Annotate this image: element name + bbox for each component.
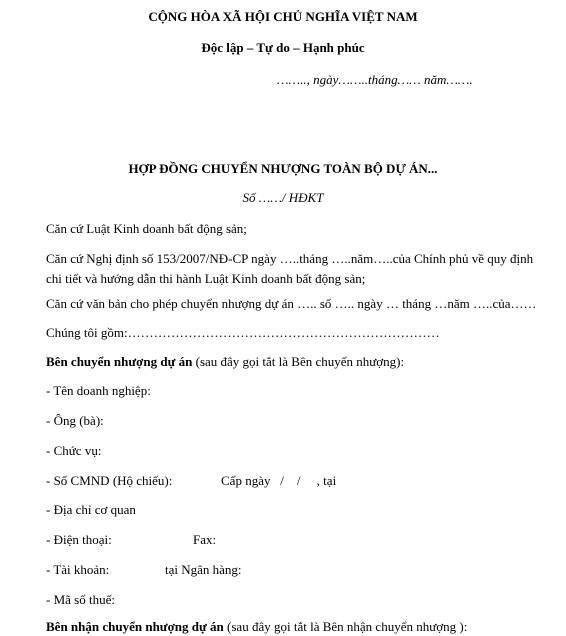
transferor-heading-note: (sau đây gọi tắt là Bên chuyển nhượng):: [192, 354, 405, 369]
transferee-heading-label: Bên nhận chuyển nhượng dự án: [46, 619, 224, 634]
field-id-number: - Số CMND (Hộ chiếu):: [46, 473, 173, 488]
transferor-heading-label: Bên chuyển nhượng dự án: [46, 354, 193, 369]
field-bank: tại Ngân hàng:: [165, 562, 242, 577]
transferor-heading: [46, 354, 404, 370]
nation-heading: CỘNG HÒA XÃ HỘI CHỦ NGHĨA VIỆT NAM: [148, 9, 418, 24]
field-person: - Ông (bà):: [46, 413, 104, 428]
transferee-heading: [46, 619, 467, 635]
basis-decree: Căn cứ Nghị định số 153/2007/NĐ-CP ngày …..tháng …..năm…..của Chính phủ về quy định chi tiết và hướng dẫn thi hành Luật Kinh doanh bất động sản;: [46, 251, 534, 286]
field-tax-code: - Mã số thuế:: [46, 592, 115, 607]
field-phone: - Điện thoại:: [46, 532, 112, 547]
field-address: - Địa chỉ cơ quan: [46, 502, 136, 517]
motto: Độc lập – Tự do – Hạnh phúc: [201, 40, 365, 55]
field-account: - Tài khoản:: [46, 562, 110, 577]
basis-permit: Căn cứ văn bản cho phép chuyển nhượng dự án ….. số ….. ngày … tháng …năm …..của……: [46, 296, 537, 311]
contract-number: Số ……/ HĐKT: [242, 190, 324, 205]
parties-intro: Chúng tôi gồm:………………………………………………………………: [46, 325, 440, 340]
field-fax: Fax:: [193, 532, 217, 547]
field-company: - Tên doanh nghiệp:: [46, 383, 151, 398]
date-line: …….., ngày……..tháng…… năm…….: [277, 72, 473, 87]
contract-title: HỢP ĐỒNG CHUYỂN NHƯỢNG TOÀN BỘ DỰ ÁN...: [128, 161, 438, 176]
transferee-heading-note: (sau đây gọi tắt là Bên nhận chuyển nhượng ):: [223, 619, 468, 634]
field-position: - Chức vụ:: [46, 443, 102, 458]
field-id-issued: Cấp ngày / / , tại: [221, 473, 337, 488]
basis-law: Căn cứ Luật Kinh doanh bất động sản;: [46, 221, 247, 236]
